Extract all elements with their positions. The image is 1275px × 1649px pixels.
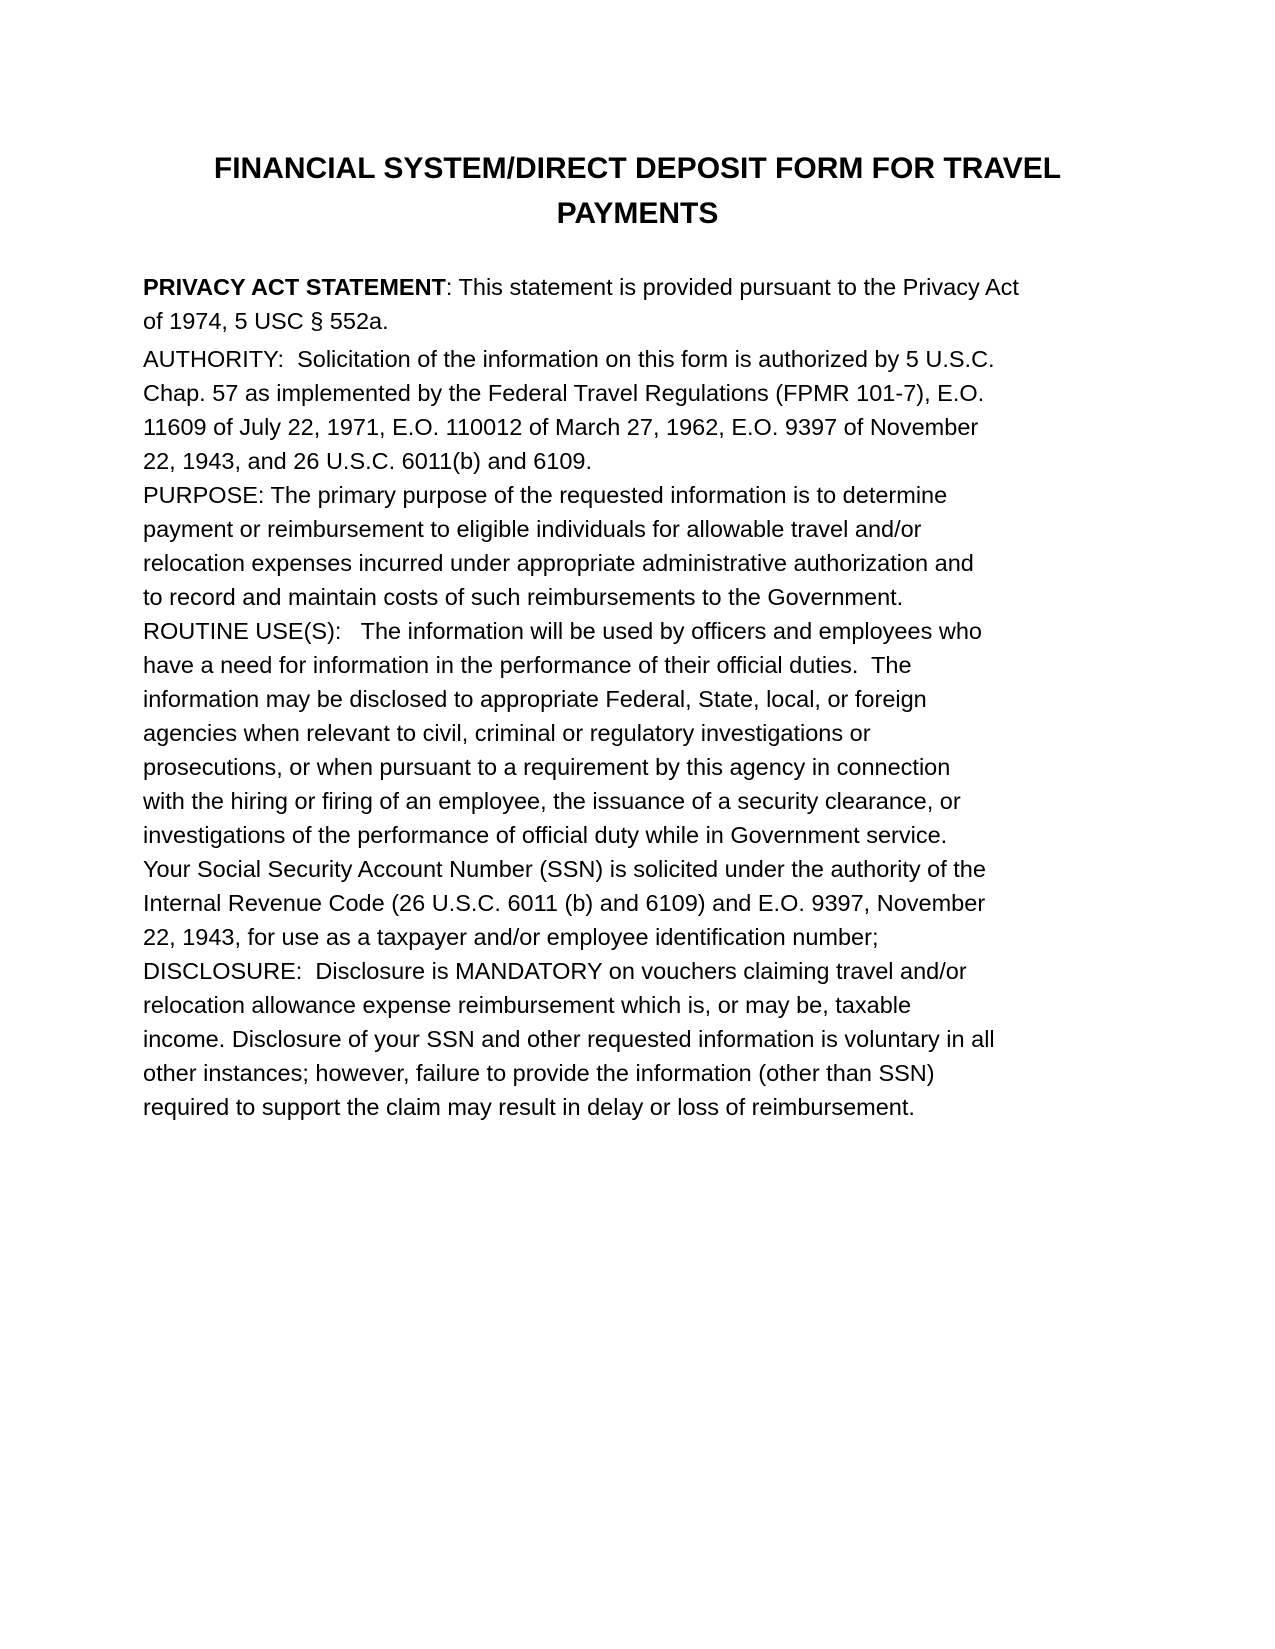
text-line: information may be disclosed to appropriate Federal, State, local, or foreign xyxy=(143,686,927,712)
privacy-label: PRIVACY ACT STATEMENT xyxy=(143,274,446,300)
text-line: ROUTINE USE(S): The information will be used by officers and employees who xyxy=(143,618,982,644)
privacy-line-1 xyxy=(143,270,1143,304)
text-line: Internal Revenue Code (26 U.S.C. 6011 (b) and 6109) and E.O. 9397, November xyxy=(143,890,986,916)
page-title xyxy=(0,146,1275,236)
privacy-act-statement xyxy=(143,270,1143,1124)
title-line: FINANCIAL SYSTEM/DIRECT DEPOSIT FORM FOR TRAVEL xyxy=(213,152,1062,185)
text-line: with the hiring or firing of an employee, the issuance of a security clearance, or xyxy=(143,788,961,814)
text-line: required to support the claim may result in delay or loss of reimbursement. xyxy=(143,1094,915,1120)
text-line: have a need for information in the performance of their official duties. The xyxy=(143,652,912,678)
text-line: payment or reimbursement to eligible individuals for allowable travel and/or xyxy=(143,516,922,542)
text-line: income. Disclosure of your SSN and other requested information is voluntary in all xyxy=(143,1026,995,1052)
text-line: relocation expenses incurred under appropriate administrative authorization and xyxy=(143,550,974,576)
title-line: PAYMENTS xyxy=(556,197,719,230)
text-line: 11609 of July 22, 1971, E.O. 110012 of March 27, 1962, E.O. 9397 of November xyxy=(143,414,979,440)
text-line: prosecutions, or when pursuant to a requirement by this agency in connection xyxy=(143,754,951,780)
text-line: Chap. 57 as implemented by the Federal Travel Regulations (FPMR 101-7), E.O. xyxy=(143,380,985,406)
text-line: to record and maintain costs of such reimbursements to the Government. xyxy=(143,584,904,610)
text-line: other instances; however, failure to provide the information (other than SSN) xyxy=(143,1060,935,1086)
text-line: relocation allowance expense reimbursement which is, or may be, taxable xyxy=(143,992,912,1018)
text-line: Your Social Security Account Number (SSN) is solicited under the authority of the xyxy=(143,856,986,882)
text-line: investigations of the performance of official duty while in Government service. xyxy=(143,822,948,848)
privacy-text: : This statement is provided pursuant to the Privacy Act xyxy=(445,274,1019,300)
privacy-line-2: of 1974, 5 USC § 552a. xyxy=(143,308,389,334)
text-line: PURPOSE: The primary purpose of the requested information is to determine xyxy=(143,482,948,508)
text-line: DISCLOSURE: Disclosure is MANDATORY on vouchers claiming travel and/or xyxy=(143,958,967,984)
statement-body xyxy=(143,342,1143,1124)
text-line: 22, 1943, and 26 U.S.C. 6011(b) and 6109. xyxy=(143,448,593,474)
text-line: AUTHORITY: Solicitation of the information on this form is authorized by 5 U.S.C. xyxy=(143,346,995,372)
text-line: agencies when relevant to civil, criminal or regulatory investigations or xyxy=(143,720,871,746)
text-line: 22, 1943, for use as a taxpayer and/or employee identification number; xyxy=(143,924,879,950)
